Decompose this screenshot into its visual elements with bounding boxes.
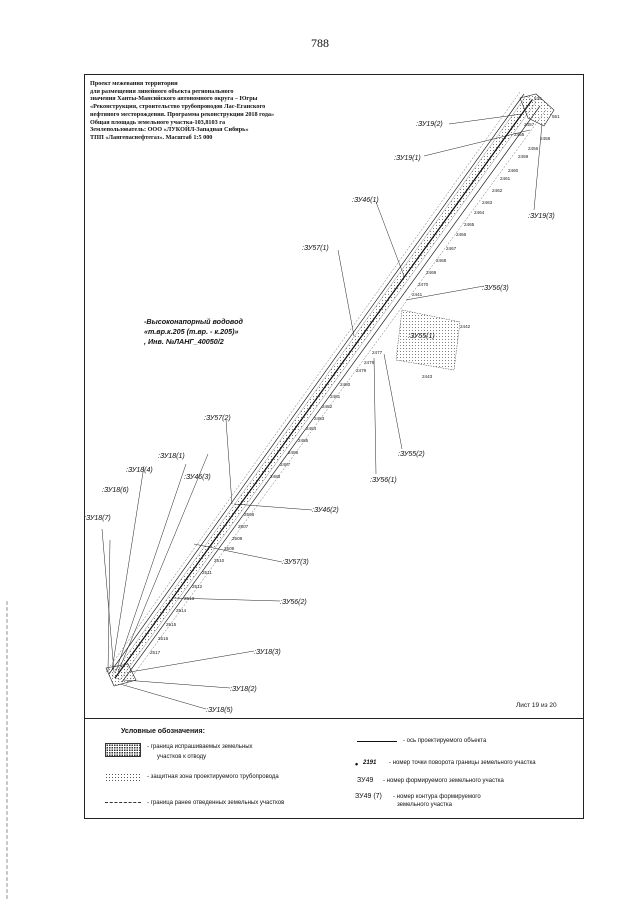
pipeline-label-line: «т.вр.к.205 (т.вр. - к.205)»	[144, 327, 239, 336]
legend-dots-swatch	[105, 743, 141, 757]
point-number: 2468	[436, 258, 447, 263]
legend-point-label: - номер точки поворота границы земельного участка	[389, 760, 536, 766]
point-number: 2465	[464, 222, 475, 227]
parcel-boundary	[106, 92, 520, 672]
label-zu18-7: :ЗУ18(7)	[84, 515, 111, 522]
end-parcel	[106, 664, 136, 686]
header-line: «Реконструкция, строительство трубопроводов Лас-Еганского	[90, 103, 266, 111]
label-zu19-2: :ЗУ19(2)	[416, 121, 443, 128]
point-number: 2517	[150, 650, 161, 655]
label-zu46-3: :ЗУ46(3)	[184, 474, 211, 481]
point-number: 2507	[238, 524, 249, 529]
point-number: 2457	[524, 122, 535, 127]
header-line: Общая площадь земельного участка-103,8103 га	[90, 118, 226, 126]
header-line: нефтяного месторождения. Программа реконструкции 2018 года»	[90, 110, 275, 118]
zu55-parcel	[396, 310, 460, 370]
header-line: Землепользователь: ООО «ЛУКОЙЛ-Западная Сибирь»	[90, 126, 249, 134]
label-zu56-1: :ЗУ56(1)	[370, 477, 397, 484]
point-number: 2456	[528, 146, 539, 151]
label-zu18-4: :ЗУ18(4)	[126, 467, 153, 474]
parcel-map	[84, 74, 584, 719]
point-number: 2510	[214, 558, 225, 563]
point-number: 2516	[158, 636, 169, 641]
header-line: для размещения линейного объекта регионального	[90, 87, 234, 95]
point-number: 2441	[412, 292, 423, 297]
pipeline-label-line: -Высоконапорный водовод	[144, 317, 243, 326]
point-number: 2463	[482, 200, 493, 205]
point-number: 2470	[418, 282, 429, 287]
label-zu18-1: :ЗУ18(1)	[158, 453, 185, 460]
header-line: значения Ханты-Мансийского автономного округа – Югры	[90, 95, 258, 103]
label-zu46-2: :ЗУ46(2)	[312, 507, 339, 514]
parcel-boundary	[109, 94, 524, 674]
scan-edge-marks	[6, 600, 8, 900]
sheet-number: Лист 19 из 20	[516, 702, 557, 709]
point-numbers	[150, 96, 560, 655]
label-zu19-3: :ЗУ19(3)	[528, 213, 555, 220]
label-zu19-1: :ЗУ19(1)	[394, 155, 421, 162]
point-number: 2479	[356, 368, 367, 373]
legend-contour-label-2: земельного участка	[397, 802, 452, 808]
point-number: 2478	[364, 360, 375, 365]
label-zu56-3: :ЗУ56(3)	[482, 285, 509, 292]
legend-dash-label: - граница ранее отведенных земельных участков	[147, 800, 285, 806]
legend-title: Условные обозначения:	[121, 728, 205, 735]
point-number: 2460	[508, 168, 519, 173]
point-number: 2469	[426, 270, 437, 275]
label-zu18-2: :ЗУ18(2)	[230, 686, 257, 693]
page-number: 788	[311, 36, 329, 50]
legend-dots-label-2: участков к отводу	[157, 754, 207, 760]
point-number: 2481	[330, 394, 341, 399]
label-zu46-1: :ЗУ46(1)	[352, 197, 379, 204]
legend-parcel-label: - номер формируемого земельного участка	[383, 778, 504, 784]
legend-zone-swatch	[105, 773, 141, 781]
label-zu57-2: :ЗУ57(2)	[204, 415, 231, 422]
point-number: 2514	[176, 608, 187, 613]
label-zu57-1: :ЗУ57(1)	[302, 245, 329, 252]
legend-point-dot-icon: •	[355, 759, 359, 769]
leader-lines	[102, 114, 542, 709]
point-number: 535	[534, 96, 542, 101]
legend-dash-swatch	[105, 802, 141, 803]
label-zu57-3: :ЗУ57(3)	[282, 559, 309, 566]
point-number: 2461	[500, 176, 511, 181]
point-number: 2506	[244, 512, 255, 517]
point-number: 2455	[514, 132, 525, 137]
point-number: 2480	[340, 382, 351, 387]
label-zu55-1: :ЗУ55(1)	[408, 333, 435, 340]
point-number: 2442	[460, 324, 471, 329]
legend-contour-label: - номер контура формируемого	[393, 794, 481, 800]
point-number: 2466	[456, 232, 467, 237]
legend-axis-swatch	[357, 741, 397, 742]
legend-point-code: 2191	[363, 760, 377, 766]
point-number: 2512	[192, 584, 203, 589]
point-number: 2513	[184, 596, 195, 601]
point-number: 2488	[270, 474, 281, 479]
point-number: 2508	[232, 536, 243, 541]
point-number: 2515	[166, 622, 177, 627]
header-line: Проект межевания территории	[90, 80, 178, 87]
pipeline-label-line: , Инв. №ЛАНГ_40050/2	[144, 337, 224, 346]
object-axis	[115, 100, 532, 678]
point-number: 2477	[372, 350, 383, 355]
point-number: 2484	[306, 426, 317, 431]
legend-parcel-code: ЗУ49	[357, 777, 374, 784]
point-number: 2509	[224, 546, 235, 551]
legend-dots-label: - граница испрашиваемых земельных	[147, 744, 253, 750]
point-number: 2486	[288, 450, 299, 455]
point-number: 2485	[298, 438, 309, 443]
label-zu55-2: :ЗУ55(2)	[398, 451, 425, 458]
point-number: 551	[552, 114, 560, 119]
point-number: 2482	[322, 404, 333, 409]
legend-axis-label: - ось проектируемого объекта	[403, 738, 487, 744]
point-number: 2483	[314, 416, 325, 421]
point-number: 2459	[518, 154, 529, 159]
label-zu18-6: :ЗУ18(6)	[102, 487, 129, 494]
point-number: 2487	[280, 462, 291, 467]
legend	[84, 719, 584, 819]
point-number: 2511	[202, 570, 212, 575]
point-number: 2467	[446, 246, 457, 251]
legend-contour-code: ЗУ49 (7)	[355, 793, 382, 800]
label-zu18-5: :ЗУ18(5)	[206, 707, 233, 714]
point-number: 2443	[422, 374, 433, 379]
legend-zone-label: - защитная зона проектируемого трубопровода	[147, 774, 279, 780]
point-number: 2462	[492, 188, 503, 193]
point-number: 2458	[540, 136, 551, 141]
point-number: 2464	[474, 210, 485, 215]
header-line: ТПП «Лангепаснефтегаз». Масштаб 1:5 000	[90, 133, 213, 141]
label-zu56-2: :ЗУ56(2)	[280, 599, 307, 606]
label-zu18-3: :ЗУ18(3)	[254, 649, 281, 656]
